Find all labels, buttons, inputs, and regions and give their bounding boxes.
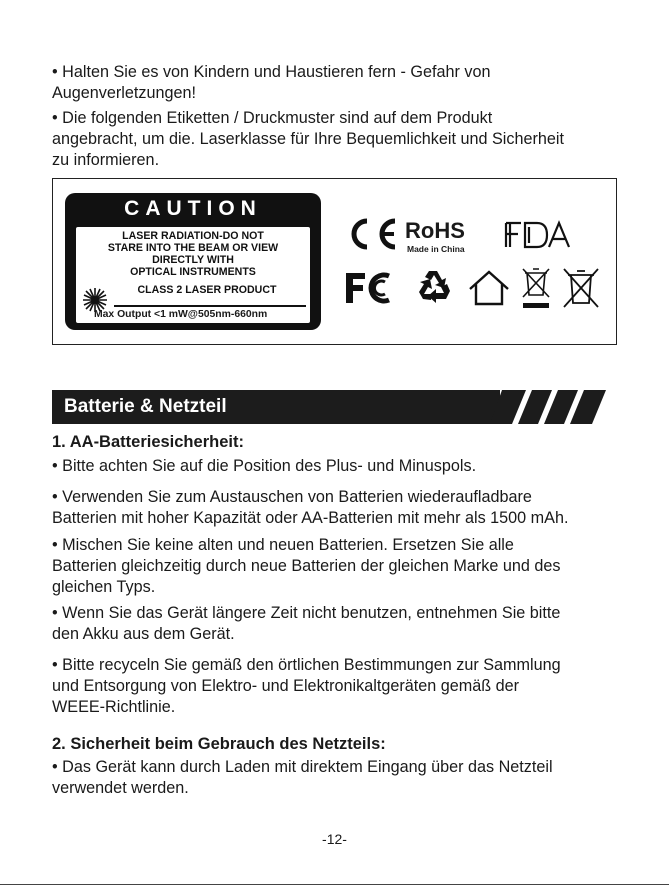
indoor-use-icon: [467, 269, 511, 307]
caution-title: CAUTION: [124, 197, 262, 220]
caution-line: LASER RADIATION-DO NOT: [122, 230, 264, 242]
banner-stripes-icon: [490, 390, 612, 424]
weee-bin-bar-icon: [519, 265, 553, 311]
battery-bullet-5: • Bitte recyceln Sie gemäß den örtlichen Bestimmungen zur Sammlung und Entsorgung von Elektro- und Elektronikaltgeräten gemäß der WEEE-Richtlinie.: [52, 656, 561, 716]
fcc-icon: [343, 269, 401, 307]
battery-bullet-1: • Bitte achten Sie auf die Position des Plus- und Minuspols.: [52, 457, 477, 475]
battery-heading: 1. AA-Batteriesicherheit:: [52, 433, 244, 451]
battery-bullet-3: • Mischen Sie keine alten und neuen Batterien. Ersetzen Sie alle Batterien gleichzeitig durch neue Batterien der gleichen Marke und des gleichen Typs.: [52, 536, 561, 596]
battery-bullet-4: • Wenn Sie das Gerät längere Zeit nicht benutzen, entnehmen Sie bitte den Akku aus dem Gerät.: [52, 604, 561, 643]
product-label-box: [52, 178, 617, 345]
power-paragraph: • Das Gerät kann durch Laden mit direktem Eingang über das Netzteil verwendet werden.: [52, 758, 553, 797]
intro-paragraph-1: • Halten Sie es von Kindern und Haustieren fern - Gefahr von Augenverletzungen!: [52, 63, 491, 102]
max-output-text: Max Output <1 mW@505nm-660nm: [94, 309, 268, 320]
section-banner: [52, 390, 612, 424]
bottom-rule: [0, 884, 669, 885]
made-in-china-text: Made in China: [407, 244, 465, 254]
certification-icons: [343, 209, 613, 319]
ce-mark-icon: [343, 217, 401, 251]
intro-paragraph-2: • Die folgenden Etiketten / Druckmuster sind auf dem Produkt angebracht, um die. Laserklasse für Ihre Bequemlichkeit und Sicherheit zu informieren.: [52, 109, 564, 169]
caution-label: [65, 193, 321, 330]
caution-text-panel: [76, 227, 310, 323]
caution-line: OPTICAL INSTRUMENTS: [130, 266, 256, 278]
laser-class-line: CLASS 2 LASER PRODUCT: [137, 284, 277, 296]
caution-rule: [114, 305, 306, 307]
rohs-mark: RoHS: [405, 218, 465, 243]
recycle-icon: [415, 267, 455, 307]
battery-bullet-2: • Verwenden Sie zum Austauschen von Batterien wiederaufladbare Batterien mit hoher Kapazität oder AA-Batterien mit mehr als 1500 mAh.: [52, 488, 569, 527]
power-heading: 2. Sicherheit beim Gebrauch des Netzteils:: [52, 735, 386, 753]
caution-line: DIRECTLY WITH: [152, 254, 234, 266]
fda-icon: [503, 219, 573, 251]
page-number: -12-: [322, 831, 347, 847]
caution-line: STARE INTO THE BEAM OR VIEW: [107, 242, 279, 254]
section-title: Batterie & Netzteil: [64, 396, 227, 417]
weee-bin-crossed-icon: [561, 265, 601, 311]
